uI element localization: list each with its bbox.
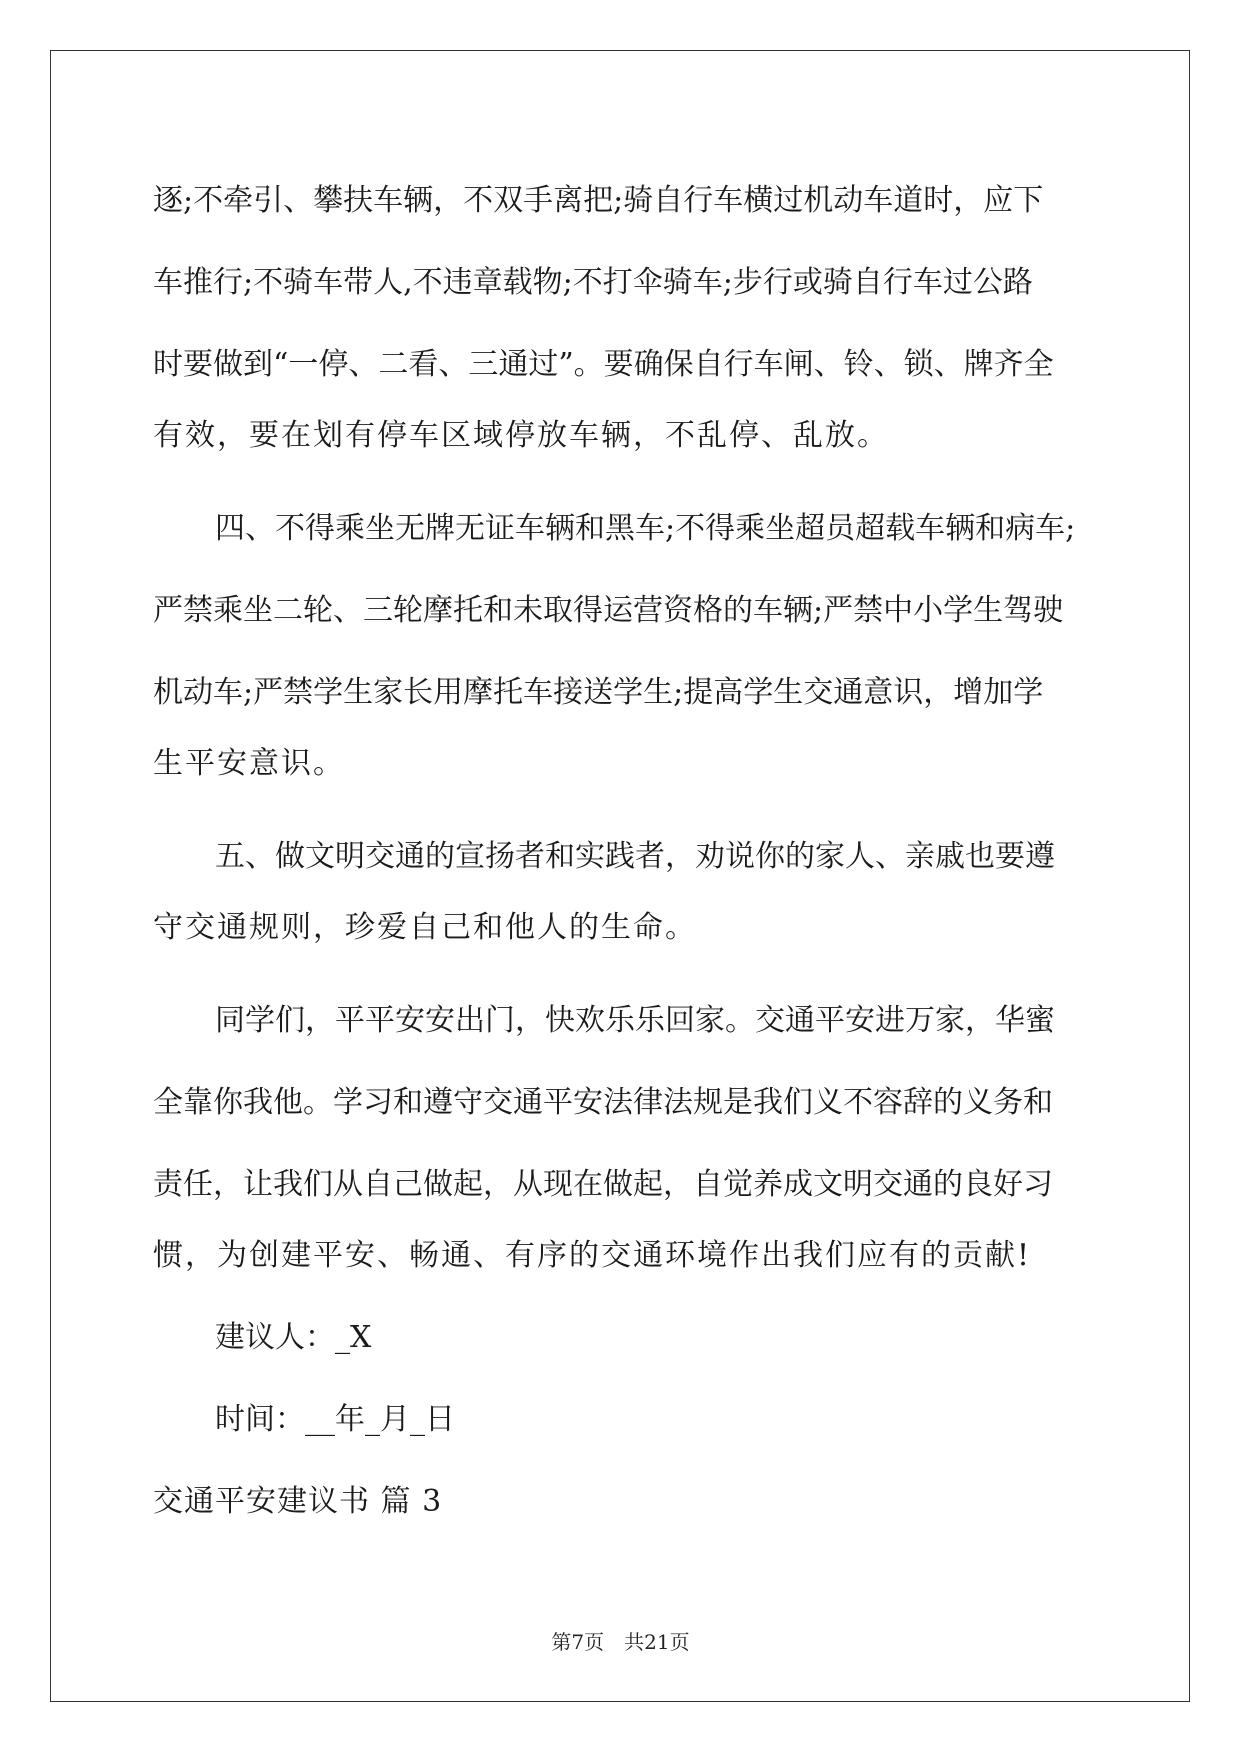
paragraph-line: 逐;不牵引、攀扶车辆，不双手离把;骑自行车横过机动车道时，应下 — [153, 183, 1044, 218]
paragraph-line: 同学们，平平安安出门，快欢乐乐回家。交通平安进万家，华蜜 — [215, 1003, 1055, 1038]
paragraph-line: 全靠你我他。学习和遵守交通平安法律法规是我们义不容辞的义务和 — [153, 1085, 1053, 1120]
paragraph-line: 车推行;不骑车带人,不违章载物;不打伞骑车;步行或骑自行车过公路 — [153, 265, 1033, 300]
paragraph-line: 时要做到“一停、二看、三通过”。要确保自行车闸、铃、锁、牌齐全 — [153, 347, 1054, 382]
proposer-line: 建议人：_X — [215, 1320, 372, 1355]
paragraph-line: 生平安意识。 — [153, 746, 345, 781]
paragraph-line: 四、不得乘坐无牌无证车辆和黑车;不得乘坐超员超载车辆和病车; — [215, 511, 1076, 546]
document-body — [153, 160, 1088, 1554]
paragraph-line: 五、做文明交通的宣扬者和实践者，劝说你的家人、亲戚也要遵 — [215, 839, 1055, 874]
section-heading: 交通平安建议书 篇 3 — [153, 1484, 443, 1519]
paragraph-line: 机动车;严禁学生家长用摩托车接送学生;提高学生交通意识，增加学 — [153, 675, 1044, 710]
paragraph-line: 责任，让我们从自己做起，从现在做起，自觉养成文明交通的良好习 — [153, 1167, 1053, 1202]
paragraph-line: 守交通规则，珍爱自己和他人的生命。 — [153, 910, 697, 945]
paragraph-line: 严禁乘坐二轮、三轮摩托和未取得运营资格的车辆;严禁中小学生驾驶 — [153, 593, 1064, 628]
page-footer: 第7页 共21页 — [551, 1630, 690, 1654]
paragraph-line: 有效，要在划有停车区域停放车辆，不乱停、乱放。 — [153, 418, 889, 453]
date-line: 时间：__年_月_日 — [215, 1402, 455, 1437]
paragraph-line: 惯，为创建平安、畅通、有序的交通环境作出我们应有的贡献! — [153, 1238, 1032, 1273]
